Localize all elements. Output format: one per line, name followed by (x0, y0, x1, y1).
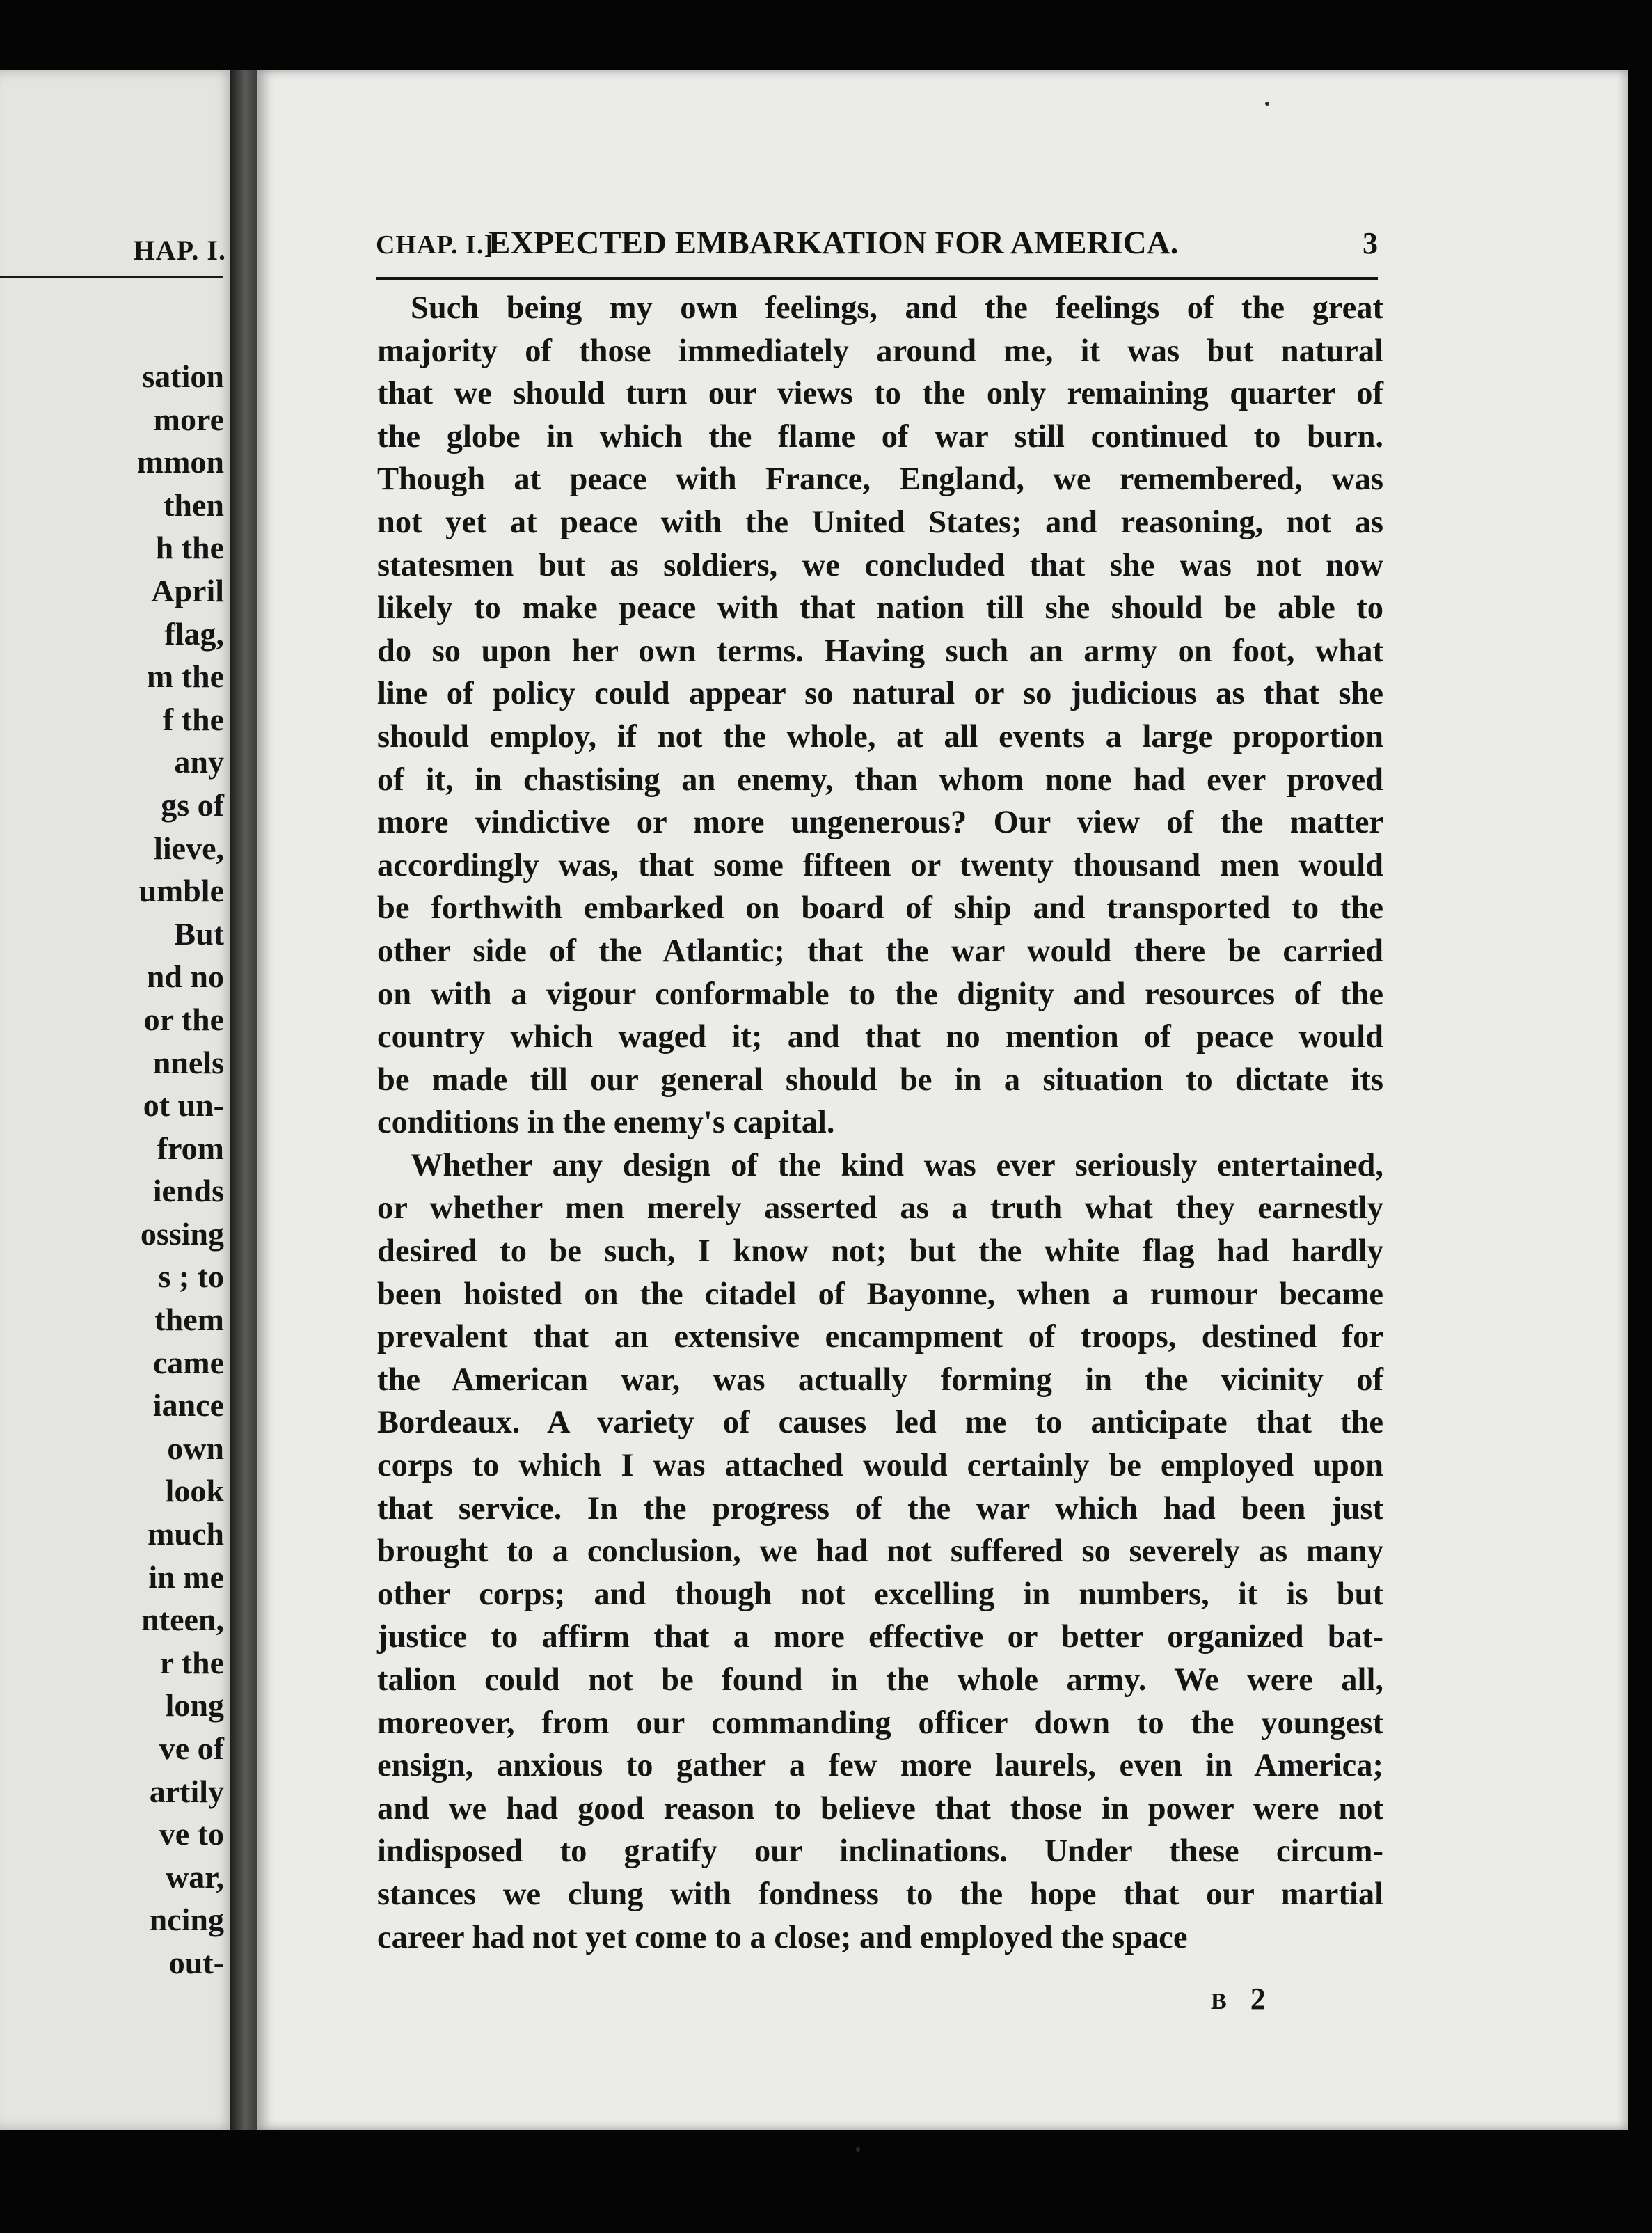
previous-page-line: f the (162, 701, 224, 737)
paper-speck (856, 2147, 860, 2152)
text-line: talion could not be found in the whole army. We were all, (377, 1662, 1383, 1698)
previous-page-line: in me (148, 1559, 224, 1595)
previous-page-line: r the (159, 1644, 224, 1680)
previous-page-line: any (174, 744, 224, 780)
text-line: been hoisted on the citadel of Bayonne, when a rumour became (377, 1276, 1383, 1312)
previous-page-line: flag, (164, 615, 224, 652)
text-line: corps to which I was attached would certainly be employed upon (377, 1448, 1383, 1484)
previous-page-line: iends (152, 1173, 224, 1209)
text-line: should employ, if not the whole, at all events a large proportion (377, 718, 1383, 755)
text-line: country which waged it; and that no mention of peace would (377, 1019, 1383, 1055)
signature-mark (1211, 1981, 1308, 2017)
text-line: be made till our general should be in a situation to dictate its (377, 1062, 1383, 1098)
text-line: likely to make peace with that nation till she should be able to (377, 590, 1383, 626)
previous-page-fragment (0, 70, 237, 2130)
previous-page-line: m the (146, 658, 224, 695)
text-line: the American war, was actually forming in the vicinity of (377, 1362, 1383, 1398)
previous-page-rule (0, 276, 223, 278)
text-line: justice to affirm that a more effective or better organized bat- (377, 1619, 1383, 1655)
text-line: or whether men merely asserted as a truth what they earnestly (377, 1190, 1383, 1226)
previous-page-line: them (154, 1302, 224, 1338)
previous-page-line: umble (138, 873, 224, 909)
text-line: and we had good reason to believe that those in power were not (377, 1790, 1383, 1826)
text-line: career had not yet come to a close; and employed the space (377, 1919, 1188, 1955)
text-line: other corps; and though not excelling in numbers, it is but (377, 1576, 1383, 1612)
text-line: line of policy could appear so natural or so judicious as that she (377, 676, 1383, 712)
text-line: other side of the Atlantic; that the war would there be carried (377, 933, 1383, 969)
page-body-text (377, 287, 1383, 1959)
text-line: be forthwith embarked on board of ship and transported to the (377, 890, 1383, 926)
previous-page-line: April (151, 572, 224, 608)
previous-page-line: out- (168, 1944, 224, 1980)
previous-page-line: gs of (161, 787, 224, 823)
text-line: do so upon her own terms. Having such an army on foot, what (377, 633, 1383, 669)
previous-page-running-head: HAP. I. (133, 235, 226, 266)
previous-page-line: mmon (136, 444, 224, 480)
previous-page-line: much (148, 1516, 224, 1552)
paper-speck (1265, 102, 1269, 106)
text-line: of it, in chastising an enemy, than whom none had ever proved (377, 762, 1383, 798)
previous-page-line: ossing (140, 1215, 224, 1252)
text-line: brought to a conclusion, we had not suffered so severely as many (377, 1533, 1383, 1570)
previous-page-line: look (165, 1473, 224, 1509)
previous-page-line: more (153, 401, 224, 437)
previous-page-line: war, (166, 1859, 224, 1895)
previous-page-line: own (167, 1430, 224, 1466)
running-head (376, 224, 1378, 266)
previous-page-line: ncing (149, 1902, 224, 1938)
page-number: 3 (1363, 226, 1378, 260)
previous-page-line: nnels (152, 1044, 224, 1080)
text-line: that service. In the progress of the war which had been just (377, 1490, 1383, 1526)
text-line: prevalent that an extensive encampment of troops, destined for (377, 1319, 1383, 1355)
previous-page-line: nteen, (141, 1602, 224, 1638)
previous-page-line: or the (143, 1001, 224, 1037)
previous-page-line: s ; to (158, 1258, 224, 1295)
text-line: that we should turn our views to the only remaining quarter of (377, 376, 1383, 412)
text-line: stances we clung with fondness to the hope that our martial (377, 1876, 1383, 1912)
running-head-chapter: CHAP. I.] (376, 230, 494, 260)
previous-page-line: ot un- (143, 1087, 224, 1123)
text-line: Whether any design of the kind was ever seriously entertained, (411, 1147, 1383, 1183)
previous-page-line: iance (152, 1387, 224, 1423)
text-line: moreover, from our commanding officer down to the youngest (377, 1705, 1383, 1741)
previous-page-line: h the (155, 530, 224, 566)
text-line: Though at peace with France, England, we remembered, was (377, 461, 1383, 498)
previous-page-line: ve to (159, 1816, 224, 1852)
previous-page-line: ve of (159, 1730, 224, 1766)
text-line: desired to be such, I know not; but the white flag had hardly (377, 1233, 1383, 1270)
previous-page-line: long (165, 1687, 224, 1723)
text-line: indisposed to gratify our inclinations. Under these circum- (377, 1833, 1383, 1870)
text-line: majority of those immediately around me, it was but natural (377, 333, 1383, 369)
text-line: Bordeaux. A variety of causes led me to anticipate that the (377, 1405, 1383, 1441)
text-line: the globe in which the flame of war still continued to burn. (377, 418, 1383, 455)
previous-page-line: from (157, 1130, 224, 1166)
text-line: Such being my own feelings, and the feelings of the great (411, 290, 1383, 326)
text-line: more vindictive or more ungenerous? Our view of the matter (377, 805, 1383, 841)
previous-page-line: came (152, 1344, 224, 1380)
text-line: conditions in the enemy's capital. (377, 1105, 835, 1141)
text-line: on with a vigour conformable to the dignity and resources of the (377, 976, 1383, 1012)
running-head-title: EXPECTED EMBARKATION FOR AMERICA. (489, 225, 1179, 261)
signature-number: 2 (1250, 1982, 1266, 2016)
signature-letter: B (1211, 1989, 1228, 2014)
text-line: accordingly was, that some fifteen or twenty thousand men would (377, 847, 1383, 883)
previous-page-line: then (164, 487, 224, 523)
text-line: statesmen but as soldiers, we concluded that she was not now (377, 547, 1383, 583)
previous-page-line: artily (149, 1773, 224, 1809)
previous-page-text (0, 355, 224, 1985)
text-line: not yet at peace with the United States; and reasoning, not as (377, 504, 1383, 540)
text-line: ensign, anxious to gather a few more laurels, even in America; (377, 1748, 1383, 1784)
previous-page-line: But (174, 915, 224, 952)
previous-page-line: sation (142, 358, 224, 394)
previous-page-line: lieve, (154, 830, 224, 866)
running-head-rule (376, 277, 1378, 280)
previous-page-line: nd no (146, 958, 224, 995)
